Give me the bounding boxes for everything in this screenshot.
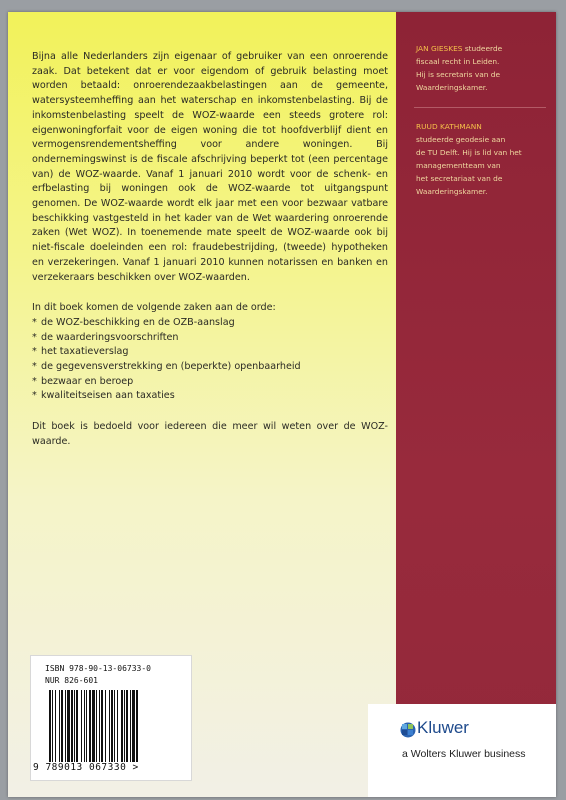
list-item: * bezwaar en beroep (32, 375, 134, 387)
list-item: * de WOZ-beschikking en de OZB-aanslag (32, 316, 235, 328)
blurb-text (32, 50, 388, 450)
divider (414, 107, 546, 108)
list-item: * de waarderingsvoorschriften (32, 331, 179, 343)
blurb-panel (8, 12, 396, 797)
author-bio-1: JAN GIESKES studeerde fiscaal recht in Leiden. Hij is secretaris van de Waarderingskamer. (416, 44, 503, 92)
blurb-closing: Dit boek is bedoeld voor iedereen die meer wil weten over de WOZ-waarde. (32, 421, 388, 447)
barcode-digits: 9 789013 067330 > (33, 762, 139, 773)
author-name: JAN GIESKES (416, 44, 465, 53)
isbn-text: ISBN 978-90-13-06733-0 (45, 664, 151, 673)
publisher-logo (368, 704, 556, 797)
list-item: * kwaliteitseisen aan taxaties (32, 390, 175, 402)
author-panel (396, 12, 556, 797)
list-item: * de gegevensverstrekking en (beperkte) openbaarheid (32, 361, 301, 373)
publisher-tagline: a Wolters Kluwer business (402, 748, 526, 760)
publisher-name: Kluwer (417, 718, 469, 737)
topics-list (32, 316, 388, 404)
barcode-label (30, 655, 192, 781)
list-item: * het taxatieverslag (32, 346, 129, 358)
barcode-icon (49, 690, 177, 762)
blurb-paragraph: Bijna alle Nederlanders zijn eigenaar of gebruiker van een onroerende zaak. Dat betekent dat er voor eigendom of gebruik belasting moet worden betaald: onroerendezaakbelastingen aan de gemeente, watersysteemheffing aan het waterschap en inkomstenbelasting. Bij de inkomstenbelasting speelt de WOZ-waarde een steeds grotere rol: eigenwoningforfait voor de eigen woning die tot hoofdverblijf dient en vermogensrendementsheffing voor andere woningen. Bij ondernemingswinst is de fiscale afschrijving beperkt tot (een percentage van) de WOZ-waarde. Vanaf 1 januari 2010 wordt voor de schenk- en erfbelasting bij woningen ook de WOZ-waarde tot uitgangspunt genomen. De WOZ-waarde wordt elk jaar met een voor bezwaar vatbare beschikking vastgesteld in het kader van de Wet waardering onroerende zaken (Wet WOZ). In toenemende mate speelt de WOZ-waarde ook bij niet-fiscale doeleinden een rol: fraudebestrijding, (tweede) hypotheken en verzekeringen. Vanaf 1 januari 2010 kunnen notarissen en banken en verzekeraars beschikken over WOZ-waarden. (32, 51, 388, 283)
author-name: RUUD KATHMANN (416, 122, 482, 131)
topics-intro: In dit boek komen de volgende zaken aan de orde: (32, 302, 276, 314)
author-bio-2: RUUD KATHMANN studeerde geodesie aan de TU Delft. Hij is lid van het managementteam van het secretariaat van de Waarderingskamer. (416, 122, 522, 196)
kluwer-globe-icon (400, 722, 416, 738)
nur-text: NUR 826-601 (45, 676, 98, 685)
book-back-cover (8, 12, 556, 797)
